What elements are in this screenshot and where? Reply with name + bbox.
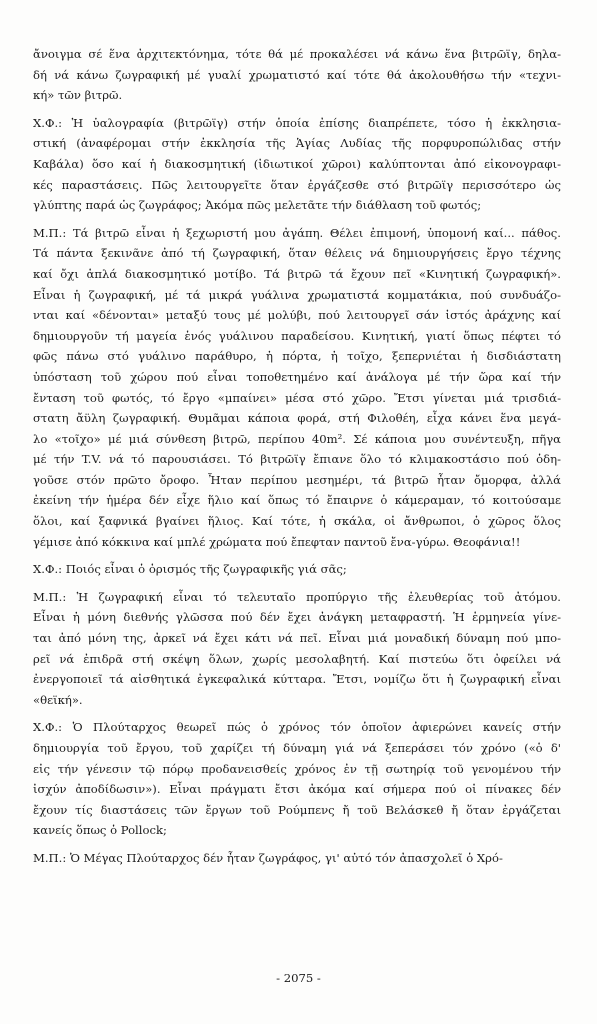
text-line: γέμισε ἀπό κόκκινα καί μπλέ χρώματα πού ἔπεφταν παντοῦ ἔνα-γύρω. Θεοφάνια!! xyxy=(33,534,521,549)
text-line: Μ.Π.: Τά βιτρῶ εἶναι ἡ ξεχωριστή μου ἀγάπη. Θέλει ἐπιμονή, ὑπομονή καί... πάθος. xyxy=(33,225,561,240)
text-line: Εἶναι ἡ ζωγραφική, μέ τά μικρά γυάλινα χρωματιστά κομματάκια, πού συνδυάζο- xyxy=(33,287,561,302)
text-line: στατη ἄϋλη ζωγραφική. Θυμᾶμαι κάποια φορά, στή Φιλοθέη, εἶχα κάνει ἕνα μεγά- xyxy=(33,411,561,426)
text-line: κές παραστάσεις. Πῶς λειτουργεῖτε ὅταν ἐργάζεσθε στό βιτρῶϊγ περισσότερο ὡς xyxy=(33,177,561,192)
text-line: εἰς τήν γένεσιν τῷ πόρῳ προδανεισθείς χρόνος ἐν τῇ σωτηρίᾳ τοῦ γενομένου τήν xyxy=(33,761,561,776)
text-line: λο «τοῖχο» μέ μιά σύνθεση βιτρῶ, περίπου 40m². Σέ κάποια μου συνέντευξη, πῆγα xyxy=(33,431,561,446)
text-line: φῶς πάνω στό γυάλινο παράθυρο, ἡ πόρτα, ἡ τοῖχο, ξεπερνιέται ἡ δισδιάστατη xyxy=(33,349,561,364)
text-line: ἰσχύν ἀποδίδωσιν»). Εἶναι πράγματι ἔτσι ἀκόμα καί σήμερα πού οἱ πίνακες δέν xyxy=(33,782,561,797)
text-line: «θεϊκή». xyxy=(33,692,83,707)
paragraph xyxy=(33,587,561,711)
text-line: κή» τῶν βιτρῶ. xyxy=(33,88,123,103)
text-line: Μ.Π.: Ἡ ζωγραφική εἶναι τό τελευταῖο προπύργιο τῆς ἐλευθερίας τοῦ ἀτόμου. xyxy=(33,589,561,604)
text-line: ἐκείνη τήν ἡμέρα δέν εἶχε ἥλιο καί ὅπως τό ἔπαιρνε ὁ κάμεραμαν, τό κοιτούσαμε xyxy=(33,493,561,508)
text-line: ἐνεργοποιεῖ τά αἰσθητικά ἐγκεφαλικά κύτταρα. Ἔτσι, νομίζω ὅτι ἡ ζωγραφική εἶναι xyxy=(33,672,561,687)
text-line: Εἶναι ἡ μόνη διεθνής γλῶσσα πού δέν ἔχει ἀνάγκη μεταφραστή. Ἡ ἑρμηνεία γίνε- xyxy=(33,610,561,625)
text-line: ἔνταση τοῦ φωτός, τό ἔργο «μπαίνει» μέσα στό χῶρο. Ἔτσι γίνεται μιά τρισδιά- xyxy=(33,390,561,405)
text-line: Μ.Π.: Ὁ Μέγας Πλούταρχος δέν ἦταν ζωγράφος, γι' αὐτό τόν ἀπασχολεῖ ὁ Χρό- xyxy=(33,850,503,865)
text-line: νται καί «δένονται» μεταξύ τους μέ μολύβι, πού λειτουργεῖ σάν ἱστός ἀράχνης καί xyxy=(33,308,561,323)
paragraph xyxy=(33,113,561,216)
text-line: ὑπόσταση τοῦ χώρου πού εἶναι τοποθετημένο καί ἀνάλογα μέ τήν ὥρα καί τήν xyxy=(33,369,561,384)
paragraph xyxy=(33,848,561,869)
text-line: ται ἀπό μόνη της, ἀρκεῖ νά ἔχει κάτι νά πεῖ. Εἶναι μιά μοναδική δύναμη πού μπο- xyxy=(33,631,561,646)
text-line: κανείς ὅπως ὁ Pollock; xyxy=(33,823,167,838)
text-line: γοῦσε στόν πρῶτο ὄροφο. Ἦταν περίπου μεσημέρι, τά βιτρῶ ἦταν ὄμορφα, ἀλλά xyxy=(33,472,561,487)
text-line: Χ.Φ.: Ὁ Πλούταρχος θεωρεῖ πώς ὁ χρόνος τόν ὁποῖον ἀφιερώνει κανείς στήν xyxy=(33,720,561,735)
text-line: Τά πάντα ξεκινᾶνε ἀπό τή ζωγραφική, ὅταν θέλεις νά δημιουργήσεις ἔργο τέχνης xyxy=(33,246,561,261)
paragraph xyxy=(33,223,561,553)
text-line: ἔχουν τίς διαστάσεις τῶν ἔργων τοῦ Ρούμπενς ἤ τοῦ Βελάσκεθ ἤ ὅταν ἐργάζεται xyxy=(33,802,561,817)
paragraph xyxy=(33,559,561,580)
text-line: στική (ἀναφέρομαι στήν ἐκκλησία τῆς Ἁγίας Λυδίας τῆς πορφυροπώλιδας στήν xyxy=(33,136,561,151)
text-line: καί ὄχι ἁπλά διακοσμητικό μοτίβο. Τά βιτρῶ τά ἔχουν πεῖ «Κινητική ζωγραφική». xyxy=(33,266,561,281)
text-line: Χ.Φ.: Ἡ ὑαλογραφία (βιτρῶϊγ) στήν ὁποία ἐπίσης διαπρέπετε, τόσο ἡ ἐκκλησια- xyxy=(33,115,561,130)
page-number: - 2075 - xyxy=(276,971,321,985)
text-line: δή νά κάνω ζωγραφική μέ γυαλί χρωματιστό καί τότε θά ἀκολουθήσω τήν «τεχνι- xyxy=(33,67,561,82)
text-line: ἄνοιγμα σέ ἕνα ἀρχιτεκτόνημα, τότε θά μέ προκαλέσει νά κάνω ἕνα βιτρῶϊγ, δηλα- xyxy=(33,47,561,61)
text-line: μέ τήν T.V. νά τό παρουσιάσει. Τό βιτρῶϊγ ἔπιανε ὅλο τό κλιμακοστάσιο πού ὁδη- xyxy=(33,452,561,467)
paragraph xyxy=(33,717,561,841)
paragraph xyxy=(33,44,561,106)
text-line: ὅλοι, καί ξαφνικά βγαίνει ἥλιος. Καί τότε, ἡ σκάλα, οἱ ἄνθρωποι, ὁ χῶρος ὅλος xyxy=(33,514,561,529)
text-line: δημιουργοῦν τή μαγεία ἑνός γυάλινου παραδείσου. Κινητική, γιατί ὅπως πέφτει τό xyxy=(33,328,561,343)
text-line: ρεῖ νά ἐπιδρᾶ στή σκέψη ὅλων, χωρίς μεσολαβητή. Καί πιστεύω ὅτι ὀφείλει νά xyxy=(33,651,561,666)
text-line: δημιουργία τοῦ ἔργου, τοῦ χαρίζει τή δύναμη γιά νά ξεπεράσει τόν χρόνο («ὁ δ' xyxy=(33,741,561,755)
body-text xyxy=(33,44,561,876)
text-line: Χ.Φ.: Ποιός εἶναι ὁ ὁρισμός τῆς ζωγραφικῆς γιά σᾶς; xyxy=(33,562,347,577)
text-line: γλύπτης παρά ὡς ζωγράφος; Ἀκόμα πῶς μελετᾶτε τήν διάθλαση τοῦ φωτός; xyxy=(33,198,482,213)
text-line: Καβάλα) ὅσο καί ἡ διακοσμητική (ἰδιωτικοί χῶροι) καλύπτονται ἀπό εἰκονογραφι- xyxy=(33,156,561,171)
